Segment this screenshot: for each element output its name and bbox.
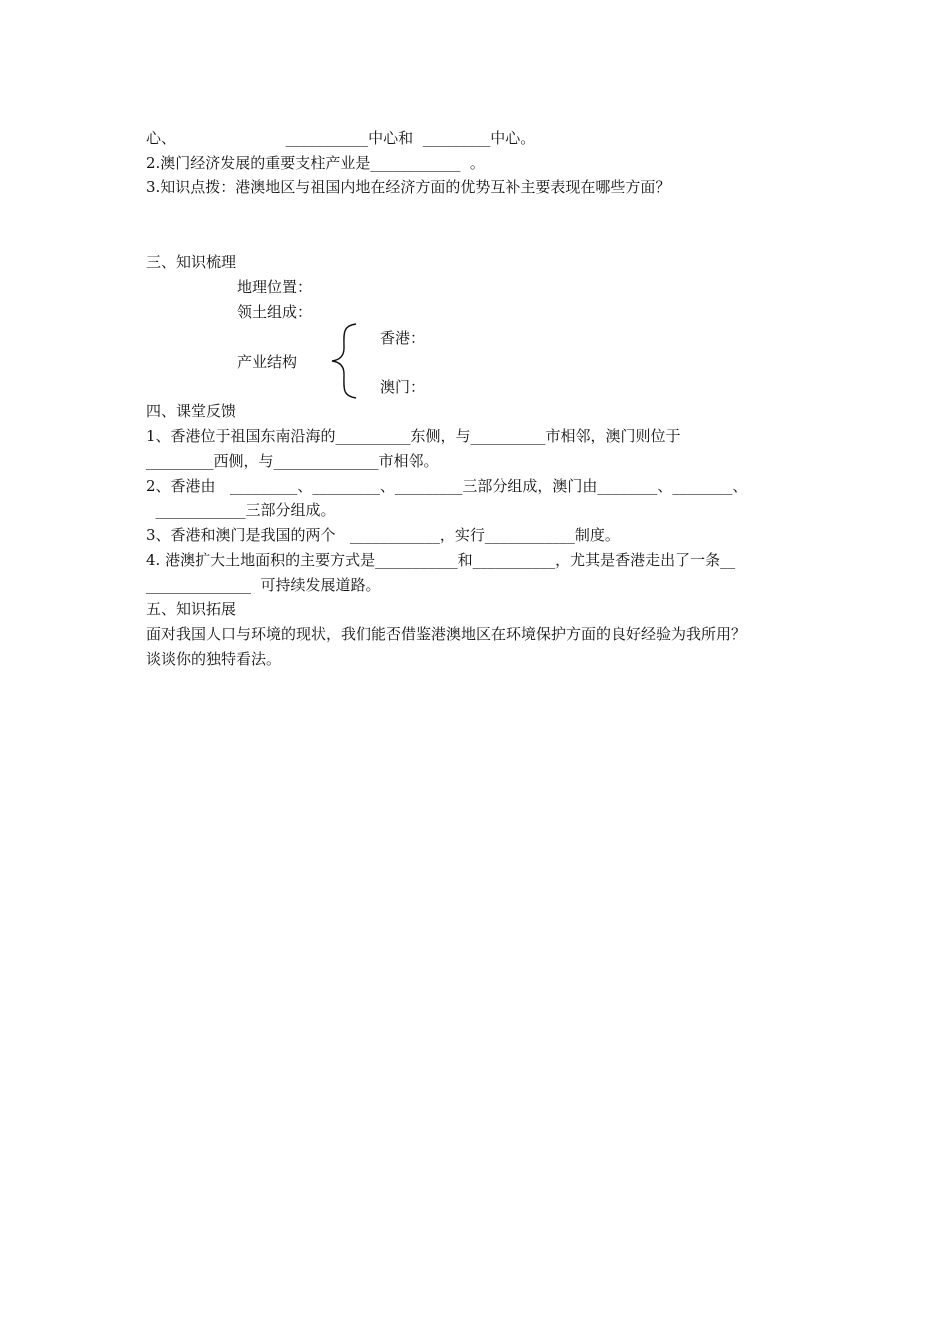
curly-brace-icon — [326, 322, 366, 400]
section4-q4-line2: ______________ 可持续发展道路。 — [146, 576, 381, 594]
section4-q2-line2: ____________三部分组成。 — [146, 501, 336, 519]
section5-line1: 面对我国人口与环境的现状，我们能否借鉴港澳地区在环境保护方面的良好经验为我所用？ — [146, 625, 747, 643]
geo-location-label: 地理位置： — [237, 278, 313, 296]
hongkong-label: 香港： — [380, 329, 426, 347]
section3-heading: 三、知识梳理 — [146, 253, 237, 271]
section4-q1-line2: _________西侧，与______________市相邻。 — [146, 452, 439, 470]
section5-line2: 谈谈你的独特看法。 — [146, 650, 282, 668]
macau-label: 澳门： — [380, 378, 426, 396]
part2-question-2: 2.澳门经济发展的重要支柱产业是____________ 。 — [146, 154, 485, 172]
section4-q4-line1: 4. 港澳扩大土地面积的主要方式是___________和___________，尤其是香港走出了一条__ — [146, 551, 736, 569]
territory-label: 领土组成： — [237, 303, 313, 321]
section4-q2-line1: 2、香港由 _________、_________、_________三部分组成，澳门由________、________、 — [146, 477, 748, 495]
section4-heading: 四、课堂反馈 — [146, 402, 237, 420]
section4-q3: 3、香港和澳门是我国的两个 ____________，实行____________制度。 — [146, 526, 620, 544]
section4-q1-line1: 1、香港位于祖国东南沿海的__________东侧，与__________市相邻，澳门则位于 — [146, 427, 681, 445]
industry-structure-label: 产业结构 — [237, 353, 298, 371]
part2-line0: 心、 ___________中心和 _________中心。 — [146, 129, 536, 147]
section5-heading: 五、知识拓展 — [146, 600, 237, 618]
part2-question-3: 3.知识点拨：港澳地区与祖国内地在经济方面的优势互补主要表现在哪些方面？ — [146, 178, 671, 196]
